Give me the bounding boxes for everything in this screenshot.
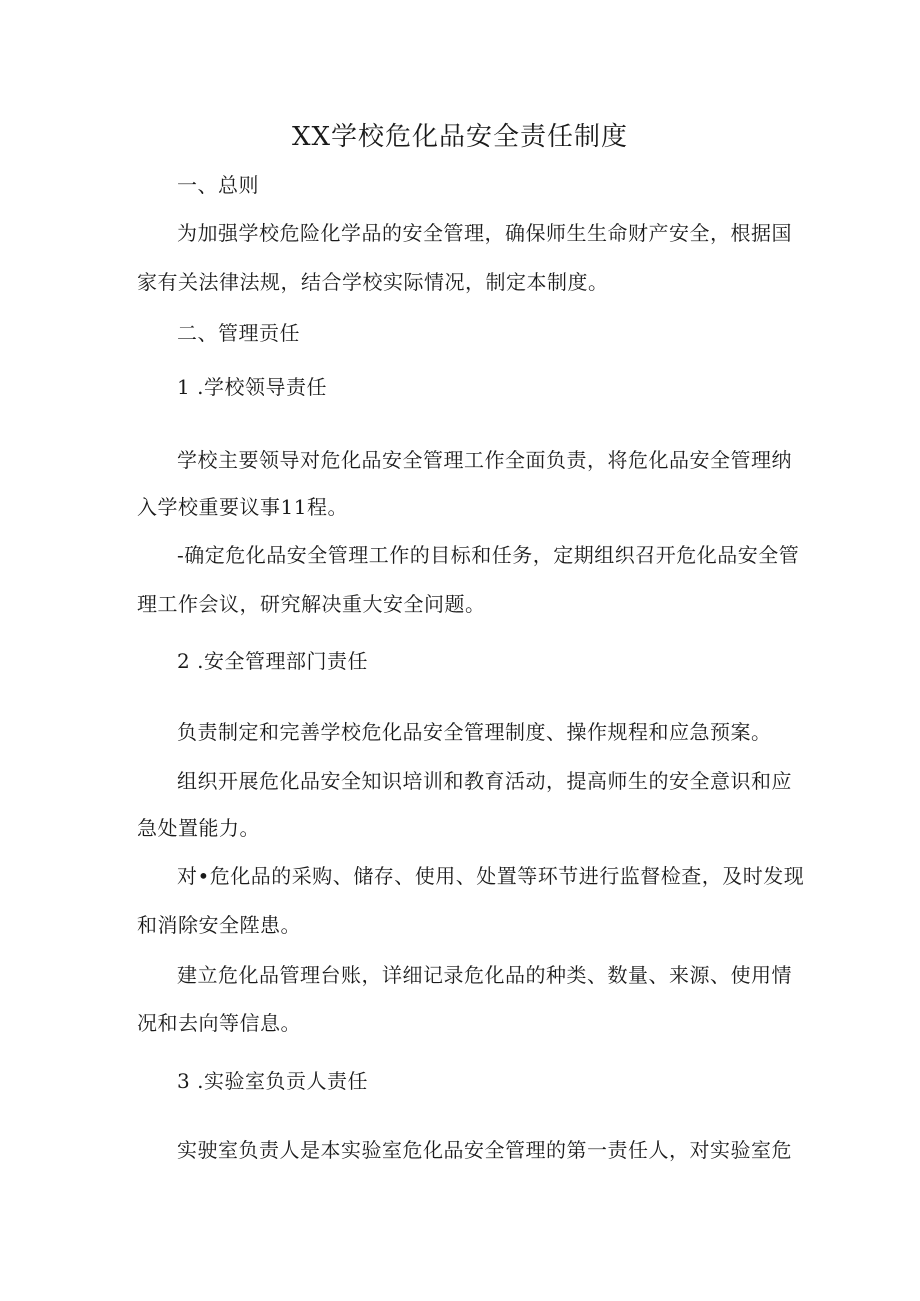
item2-p3-line-2: 和消除安全陞患。 bbox=[137, 913, 301, 937]
item1-p1-line-2: 入学校重要议事11程。 bbox=[137, 495, 348, 519]
item1-p2-line-2: 理工作会议，研究解决重大安全问题。 bbox=[137, 592, 486, 616]
item3-p1-line-1: 实驶室负责人是本实验室危化品安全管理的第一责任人，对实验室危 bbox=[177, 1138, 792, 1162]
item1-p1-line-1: 学校主要领导对危化品安全管理工作全面负责，将危化品安全管理纳 bbox=[177, 448, 792, 472]
item2-p2-line-2: 急处置能力。 bbox=[137, 816, 260, 840]
general-paragraph-line-1: 为加强学校危险化学品的安全管理，确保师生生命财产安全，根据国 bbox=[177, 221, 792, 245]
item2-p4-line-1: 建立危化品管理台账，详细记录危化品的种类、数量、来源、使用情 bbox=[177, 963, 792, 987]
item3-heading: 3 .实验室负贡人责任 bbox=[177, 1069, 368, 1093]
item1-heading: 1 .学校领导责任 bbox=[177, 375, 327, 399]
general-paragraph-line-2: 家有关法律法规，结合学校实际情况，制定本制度。 bbox=[137, 270, 609, 294]
item2-p4-line-2: 况和去向等信息。 bbox=[137, 1011, 301, 1035]
item2-p1-line-1: 负责制定和完善学校危化品安全管理制度、操作规程和应急预案。 bbox=[177, 720, 772, 744]
item2-p3-line-1: 对•危化品的采购、储存、使用、处置等环节进行监督检查，及时发现 bbox=[177, 864, 805, 888]
item2-heading: 2 .安全管理部门责任 bbox=[177, 649, 368, 673]
item2-p2-line-1: 组织开展危化品安全知识培训和教育活动，提高师生的安全意识和应 bbox=[177, 769, 792, 793]
section-heading-management: 二、管理贡任 bbox=[177, 321, 300, 345]
document-title: XX学校危化品安全责任制度 bbox=[291, 122, 629, 152]
section-heading-general: 一、总则 bbox=[177, 173, 259, 197]
item1-p2-line-1: -确定危化品安全管理工作的目标和任务，定期组织召开危化品安全管 bbox=[177, 543, 800, 567]
